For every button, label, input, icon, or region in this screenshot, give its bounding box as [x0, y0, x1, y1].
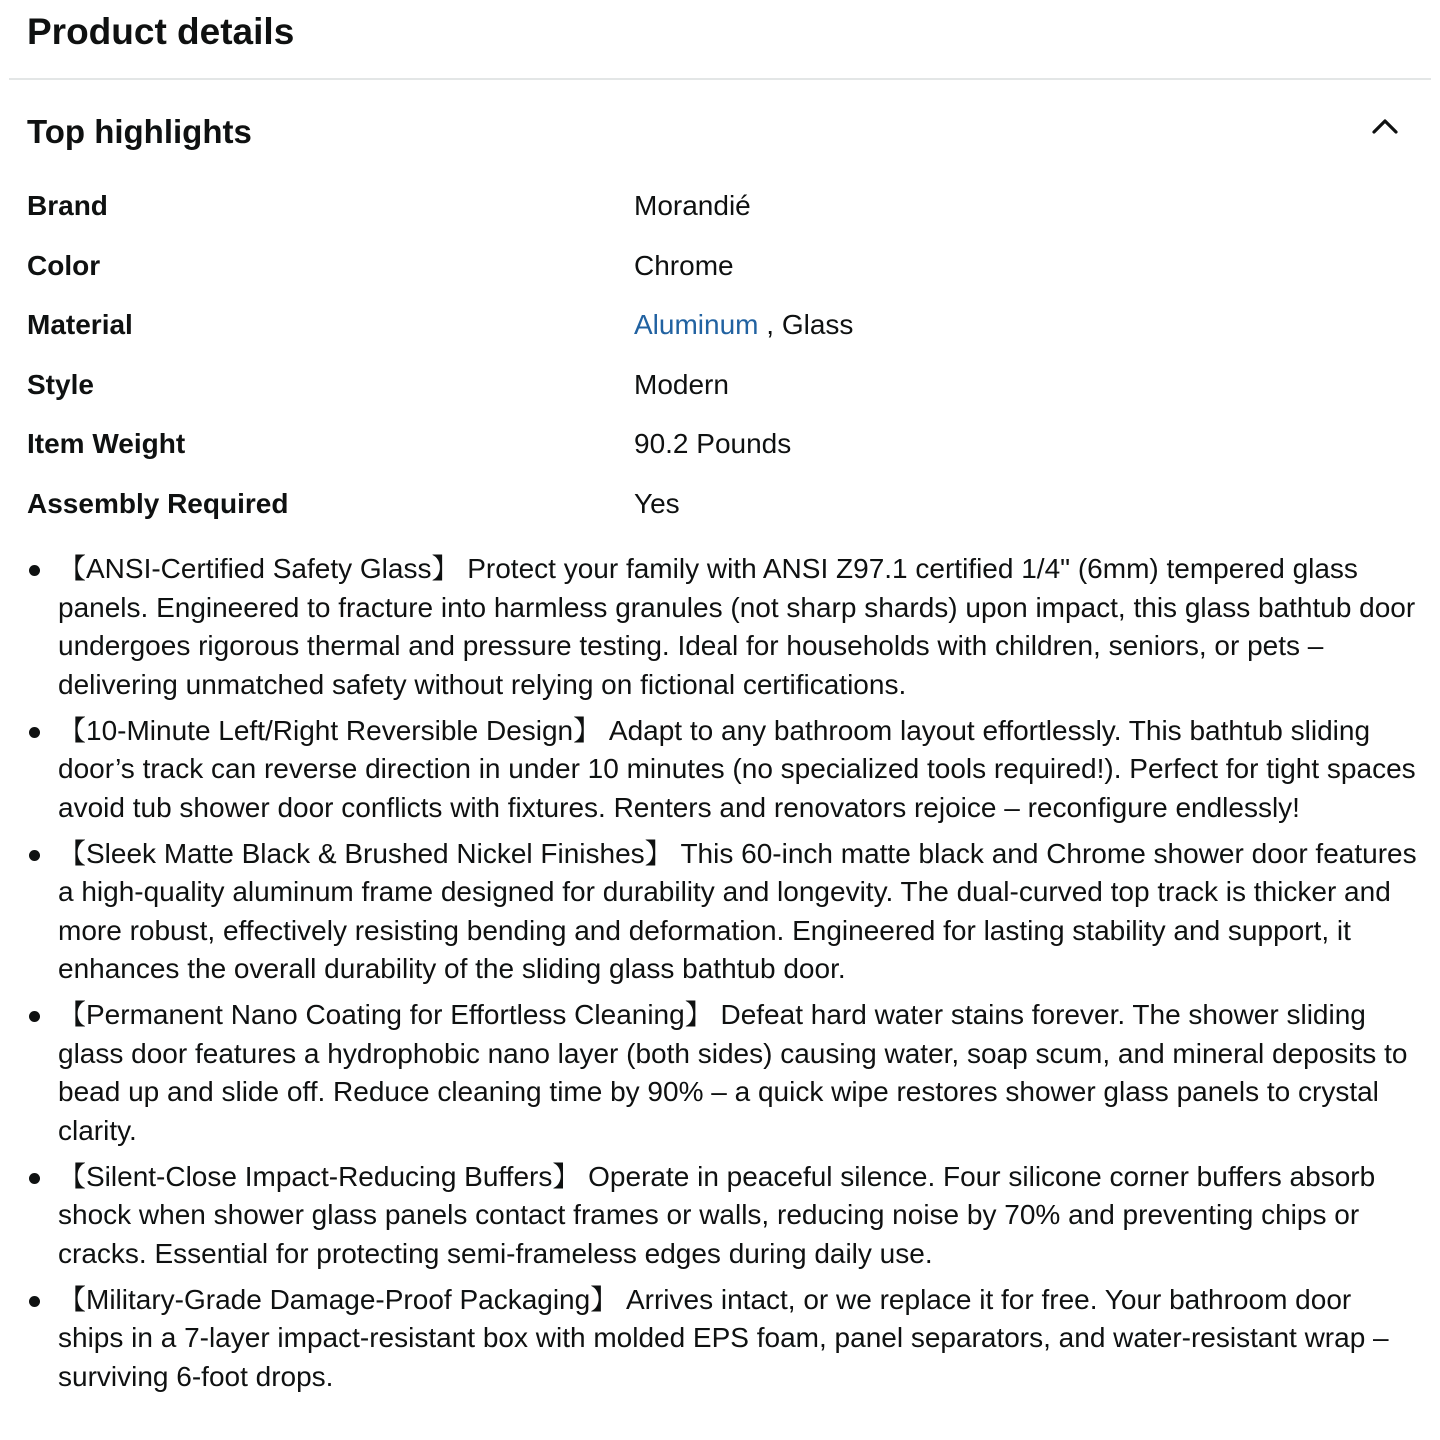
list-item	[0, 1281, 1420, 1397]
spec-row-material	[27, 302, 1413, 362]
material-aluminum-link[interactable]: Aluminum	[634, 309, 759, 341]
bullet-dot-icon	[29, 1296, 40, 1307]
spec-label: Item Weight	[27, 428, 186, 460]
section-title: Top highlights	[27, 113, 252, 150]
bullet-dot-icon	[29, 850, 40, 861]
list-item	[0, 835, 1420, 989]
bullet-text: 【Silent-Close Impact-Reducing Buffers】 Operate in peaceful silence. Four silicone corner buffers absorb shock when shower glass panels contact frames or walls, reducing noise by 70% and preventing chips or cracks. Essential for protecting semi-frameless edges during daily use.	[58, 1160, 1376, 1269]
feature-bullets	[0, 550, 1420, 1404]
spec-row-style	[27, 362, 1413, 422]
top-highlights-toggle[interactable]	[27, 108, 1413, 156]
bullet-text: 【Military-Grade Damage-Proof Packaging】 Arrives intact, or we replace it for free. Your bathroom door ships in a 7-layer impact-resistant box with molded EPS foam, panel separators, and water-resistant wrap – surviving 6-foot drops.	[58, 1283, 1389, 1392]
bullet-text: 【Permanent Nano Coating for Effortless Cleaning】 Defeat hard water stains forever. The shower sliding glass door features a hydrophobic nano layer (both sides) causing water, soap scum, and mineral deposits to bead up and slide off. Reduce cleaning time by 90% – a quick wipe restores shower glass panels to crystal clarity.	[58, 999, 1408, 1146]
bullet-text: 【10-Minute Left/Right Reversible Design】 Adapt to any bathroom layout effortlessly. This bathtub sliding door’s track can reverse direction in under 10 minutes (no specialized tools required!). Perfect for tight spaces avoid tub shower door conflicts with fixtures. Renters and renovators rejoice – reconfigure endlessly!	[58, 714, 1416, 823]
list-item	[0, 1158, 1420, 1274]
bullet-text: 【ANSI-Certified Safety Glass】 Protect your family with ANSI Z97.1 certified 1/4" (6mm) tempered glass panels. Engineered to fracture into harmless granules (not sharp shards) upon impact, this glass bathtub door undergoes rigorous thermal and pressure testing. Ideal for households with children, seniors, or pets – delivering unmatched safety without relying on fictional certifications.	[58, 553, 1416, 700]
bullet-dot-icon	[29, 565, 40, 576]
spec-value: Chrome	[634, 249, 734, 281]
list-item	[0, 996, 1420, 1150]
spec-value: Morandié	[634, 190, 751, 221]
spec-label: Brand	[27, 190, 108, 221]
chevron-up-icon[interactable]	[1370, 111, 1400, 141]
spec-row-brand	[27, 183, 1413, 243]
list-item	[0, 712, 1420, 828]
spec-value: Yes	[634, 487, 680, 519]
spec-value: 90.2 Pounds	[634, 428, 792, 460]
material-rest-text: , Glass	[758, 309, 854, 341]
specs-table	[27, 183, 1413, 541]
divider	[9, 78, 1431, 80]
spec-row-assembly-required	[27, 481, 1413, 541]
spec-label: Assembly Required	[27, 487, 289, 519]
page-title: Product details	[27, 11, 295, 52]
bullet-dot-icon	[29, 727, 40, 738]
bullet-dot-icon	[29, 1011, 40, 1022]
spec-row-item-weight	[27, 421, 1413, 481]
spec-value	[634, 302, 1413, 348]
spec-value: Modern	[634, 368, 729, 400]
list-item	[0, 550, 1420, 704]
bullet-text: 【Sleek Matte Black & Brushed Nickel Finishes】 This 60-inch matte black and Chrome shower door features a high-quality aluminum frame designed for durability and longevity. The dual-curved top track is thicker and more robust, effectively resisting bending and deformation. Engineered for lasting stability and support, it enhances the overall durability of the sliding glass bathtub door.	[58, 837, 1417, 984]
spec-label: Style	[27, 368, 94, 400]
spec-row-color	[27, 243, 1413, 303]
spec-label: Material	[27, 309, 133, 341]
spec-label: Color	[27, 249, 101, 281]
bullet-dot-icon	[29, 1173, 40, 1184]
